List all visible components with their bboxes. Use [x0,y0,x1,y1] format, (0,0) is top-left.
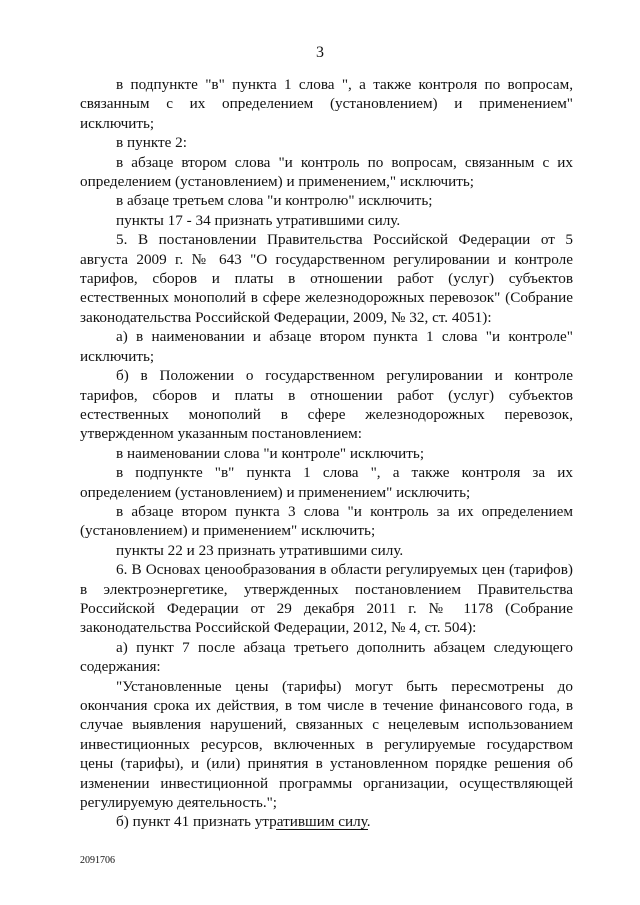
paragraph: в подпункте "в" пункта 1 слова ", а также контроля за их определением (установлением) и применением" исключить; [80,464,573,501]
paragraph: б) пункт 41 признать утратившим силу. [116,813,371,831]
paragraph: а) в наименовании и абзаце втором пункта 1 слова "и контроле" исключить; [80,328,573,365]
paragraph: 5. В постановлении Правительства Российской Федерации от 5 августа 2009 г. № 643 "О государственном регулировании и контроле тарифов, сборов и платы в отношении работ (услуг) субъектов естественных монополий в сфере железнодорожных перевозок" (Собрание законодательства Российской Федерации, 2009, № 32, ст. 4051): [80,231,573,326]
document-code: 2091706 [80,855,115,866]
paragraph: пункты 17 - 34 признать утратившими силу. [116,211,401,229]
paragraph: в абзаце третьем слова "и контролю" исключить; [116,192,433,210]
paragraph: в абзаце втором пункта 3 слова "и контроль за их определением (установлением) и применением" исключить; [80,502,573,540]
document-body [80,75,573,832]
paragraph: в абзаце втором слова "и контроль по вопросам, связанным с их определением (установлением) и применением," исключить; [80,153,573,191]
paragraph: "Установленные цены (тарифы) могут быть пересмотрены до окончания срока их действия, в том числе в течение финансового года, в случае выявления нарушений, связанных с нецелевым использованием инвестиционных ресурсов, включенных в регулируемые государством цены (тарифы), и (или) принятия в установленном порядке решения об изменении инвестиционной программы организации, осуществляющей регулируемую деятельность."; [80,677,573,812]
paragraph: в наименовании слова "и контроле" исключить; [116,444,425,462]
paragraph: в подпункте "в" пункта 1 слова ", а также контроля по вопросам, связанным с их определением (установлением) и применением" исключить; [80,76,573,132]
paragraph: а) пункт 7 после абзаца третьего дополнить абзацем следующего содержания: [80,638,573,676]
paragraph: в пункте 2: [116,134,187,152]
closing-rule [276,829,368,830]
paragraph: пункты 22 и 23 признать утратившими силу. [116,541,404,559]
page-number: 3 [316,44,324,61]
paragraph: б) в Положении о государственном регулировании и контроле тарифов, сборов и платы в отношении работ (услуг) субъектов естественных монополий в сфере железнодорожных перевозок, утвержденном указанным постановлением: [80,367,573,443]
paragraph: 6. В Основах ценообразования в области регулируемых цен (тарифов) в электроэнергетике, утвержденных постановлением Правительства Российской Федерации от 29 декабря 2011 г. № 1178 (Собрание законодательства Российской Федерации, 2012, № 4, ст. 504): [80,561,573,637]
